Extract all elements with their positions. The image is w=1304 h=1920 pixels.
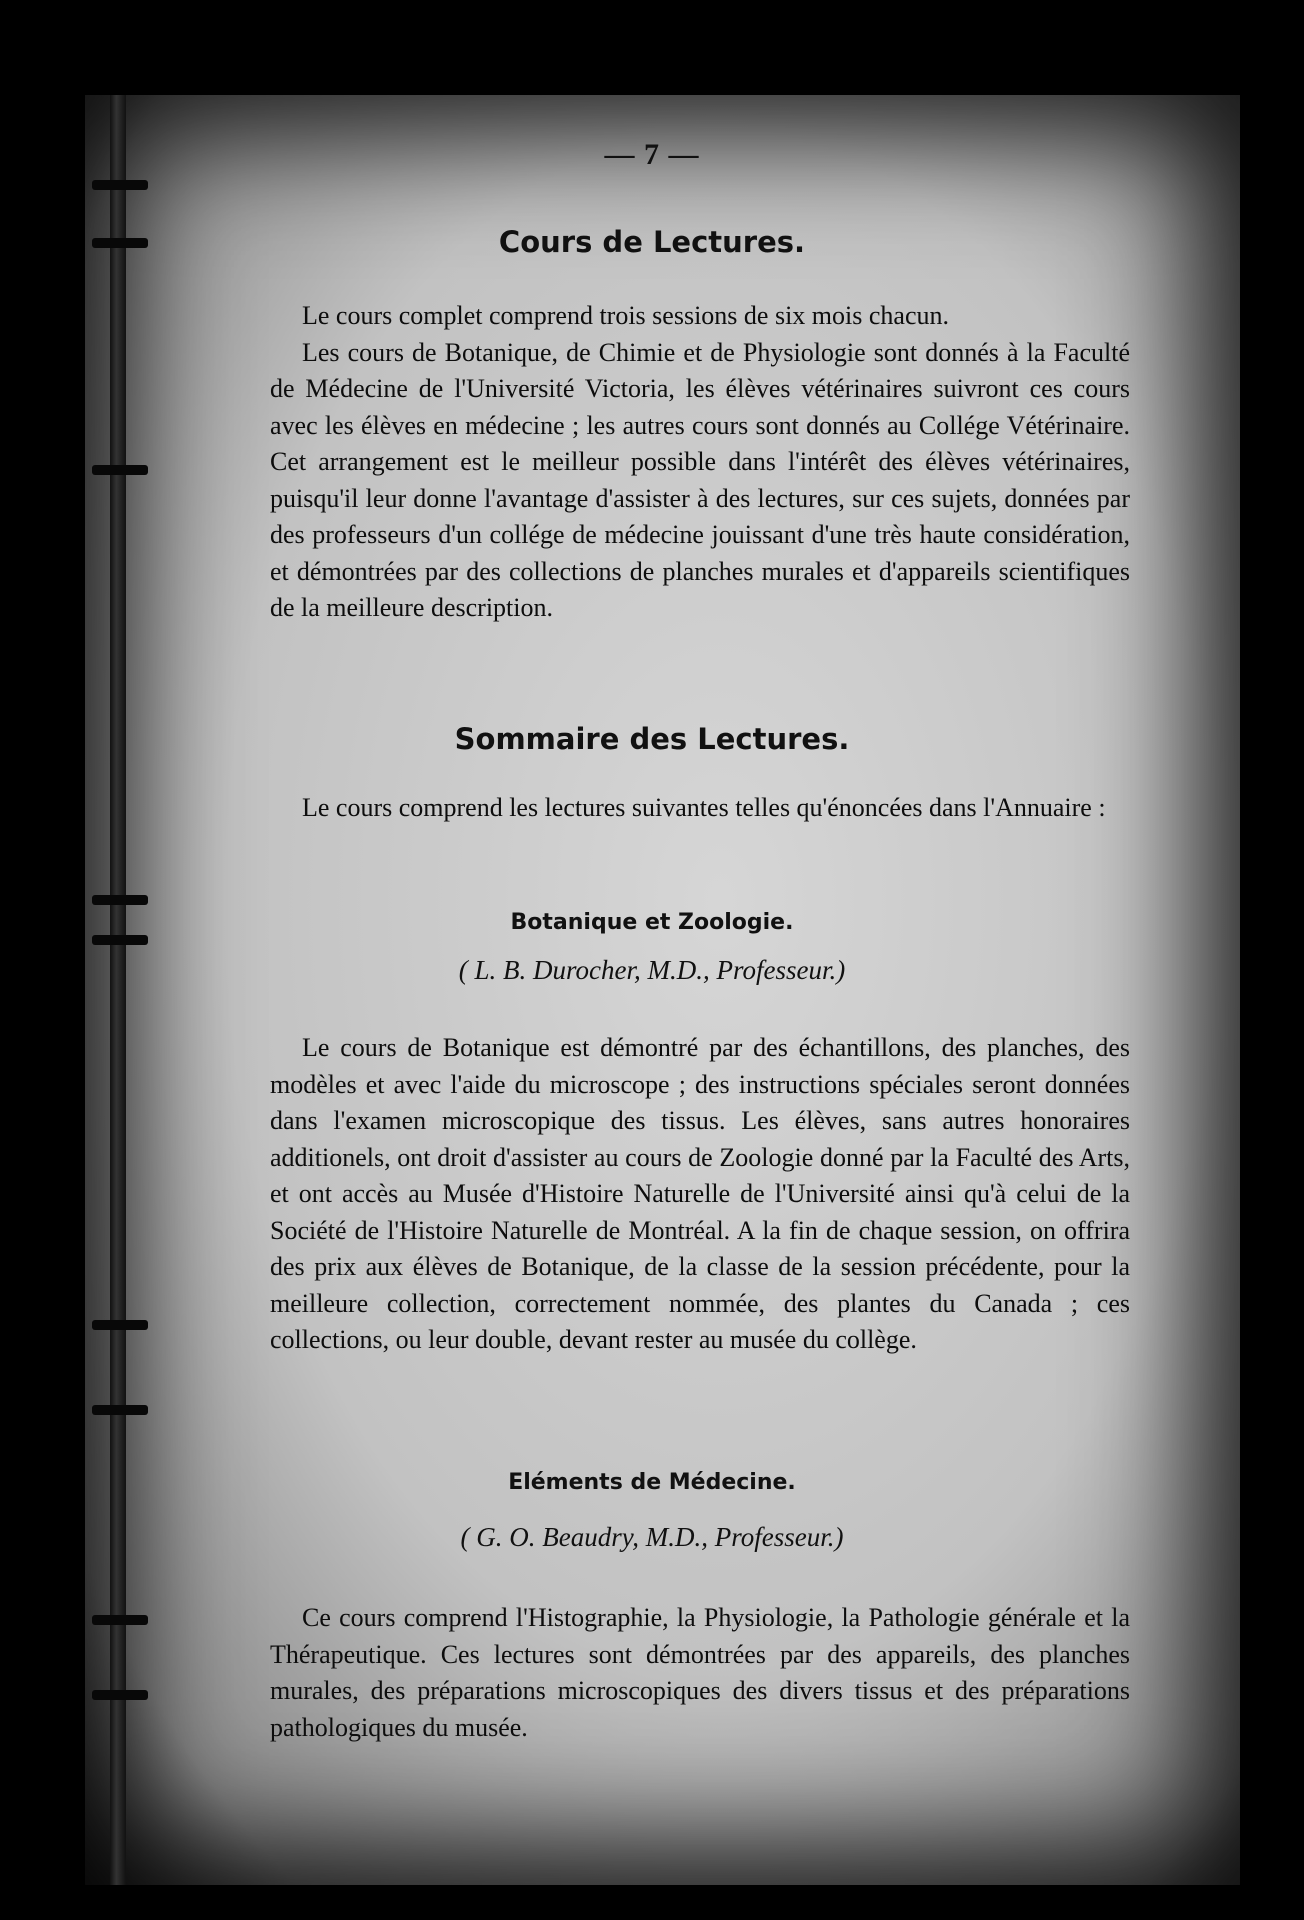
- paragraph: Le cours de Botanique est démontré par des échantillons, des planches, des modèles et avec l'aide du microscope ; des instructions spéciales seront données dans l'examen microscopique des tissus. Les élèves, sans autres honoraires additionels, ont droit d'assister au cours de Zoologie donné par la Faculté des Arts, et ont accès au Musée d'Histoire Naturelle de l'Université ainsi qu'à celui de la Société de l'Histoire Naturelle de Montréal. A la fin de chaque session, on offrira des prix aux élèves de Botanique, de la classe de la session précédente, pour la meilleure collection, correctement nommée, des plantes du Canada ; ces collections, ou leur double, devant rester au musée du collège.: [270, 1033, 1130, 1354]
- byline-durocher: ( L. B. Durocher, M.D., Professeur.): [458, 955, 846, 985]
- subsection-title-botanique-et-zoologie: Botanique et Zoologie.: [510, 910, 794, 935]
- byline-beaudry: ( G. O. Beaudry, M.D., Professeur.): [460, 1522, 844, 1552]
- binding-stitch: [92, 935, 148, 945]
- binding-stitch: [92, 1320, 148, 1330]
- paragraph: Le cours comprend les lectures suivantes telles qu'énoncées dans l'Annuaire :: [302, 793, 1106, 822]
- section-intro-sommaire: [270, 790, 1130, 827]
- binding-stitch: [92, 1405, 148, 1415]
- paragraph: Le cours complet comprend trois sessions de six mois chacun.: [302, 301, 949, 330]
- binding-stitch: [92, 180, 148, 190]
- section-body-cours-de-lectures: [270, 298, 1130, 627]
- page-number: — 7 —: [604, 138, 700, 171]
- paragraph: Ce cours comprend l'Histographie, la Physiologie, la Pathologie générale et la Thérapeutique. Ces lectures sont démontrées par des appareils, des planches murales, des préparations microscopiques des divers tissus et des préparations pathologiques du musée.: [270, 1603, 1130, 1742]
- subsection-title-elements-de-medecine: Eléments de Médecine.: [508, 1470, 796, 1495]
- subsection-body-botanique: [270, 1030, 1130, 1359]
- binding-stitch: [92, 1615, 148, 1625]
- section-title-sommaire-des-lectures: Sommaire des Lectures.: [454, 722, 850, 756]
- binding-stitch: [92, 1690, 148, 1700]
- paragraph: Les cours de Botanique, de Chimie et de Physiologie sont donnés à la Faculté de Médecine de l'Université Victoria, les élèves vétérinaires suivront ces cours avec les élèves en médecine ; les autres cours sont donnés au Collége Vétérinaire. Cet arrangement est le meilleur possible dans l'intérêt des élèves vétérinaires, puisqu'il leur donne l'avantage d'assister à des lectures, sur ces sujets, données par des professeurs d'un collége de médecine jouissant d'une très haute considération, et démontrées par des collections de planches murales et d'appareils scientifiques de la meilleure description.: [270, 337, 1130, 622]
- section-title-cours-de-lectures: Cours de Lectures.: [498, 225, 806, 259]
- binding-stitch: [92, 895, 148, 905]
- subsection-body-medecine: [270, 1600, 1130, 1746]
- binding-stitch: [92, 465, 148, 475]
